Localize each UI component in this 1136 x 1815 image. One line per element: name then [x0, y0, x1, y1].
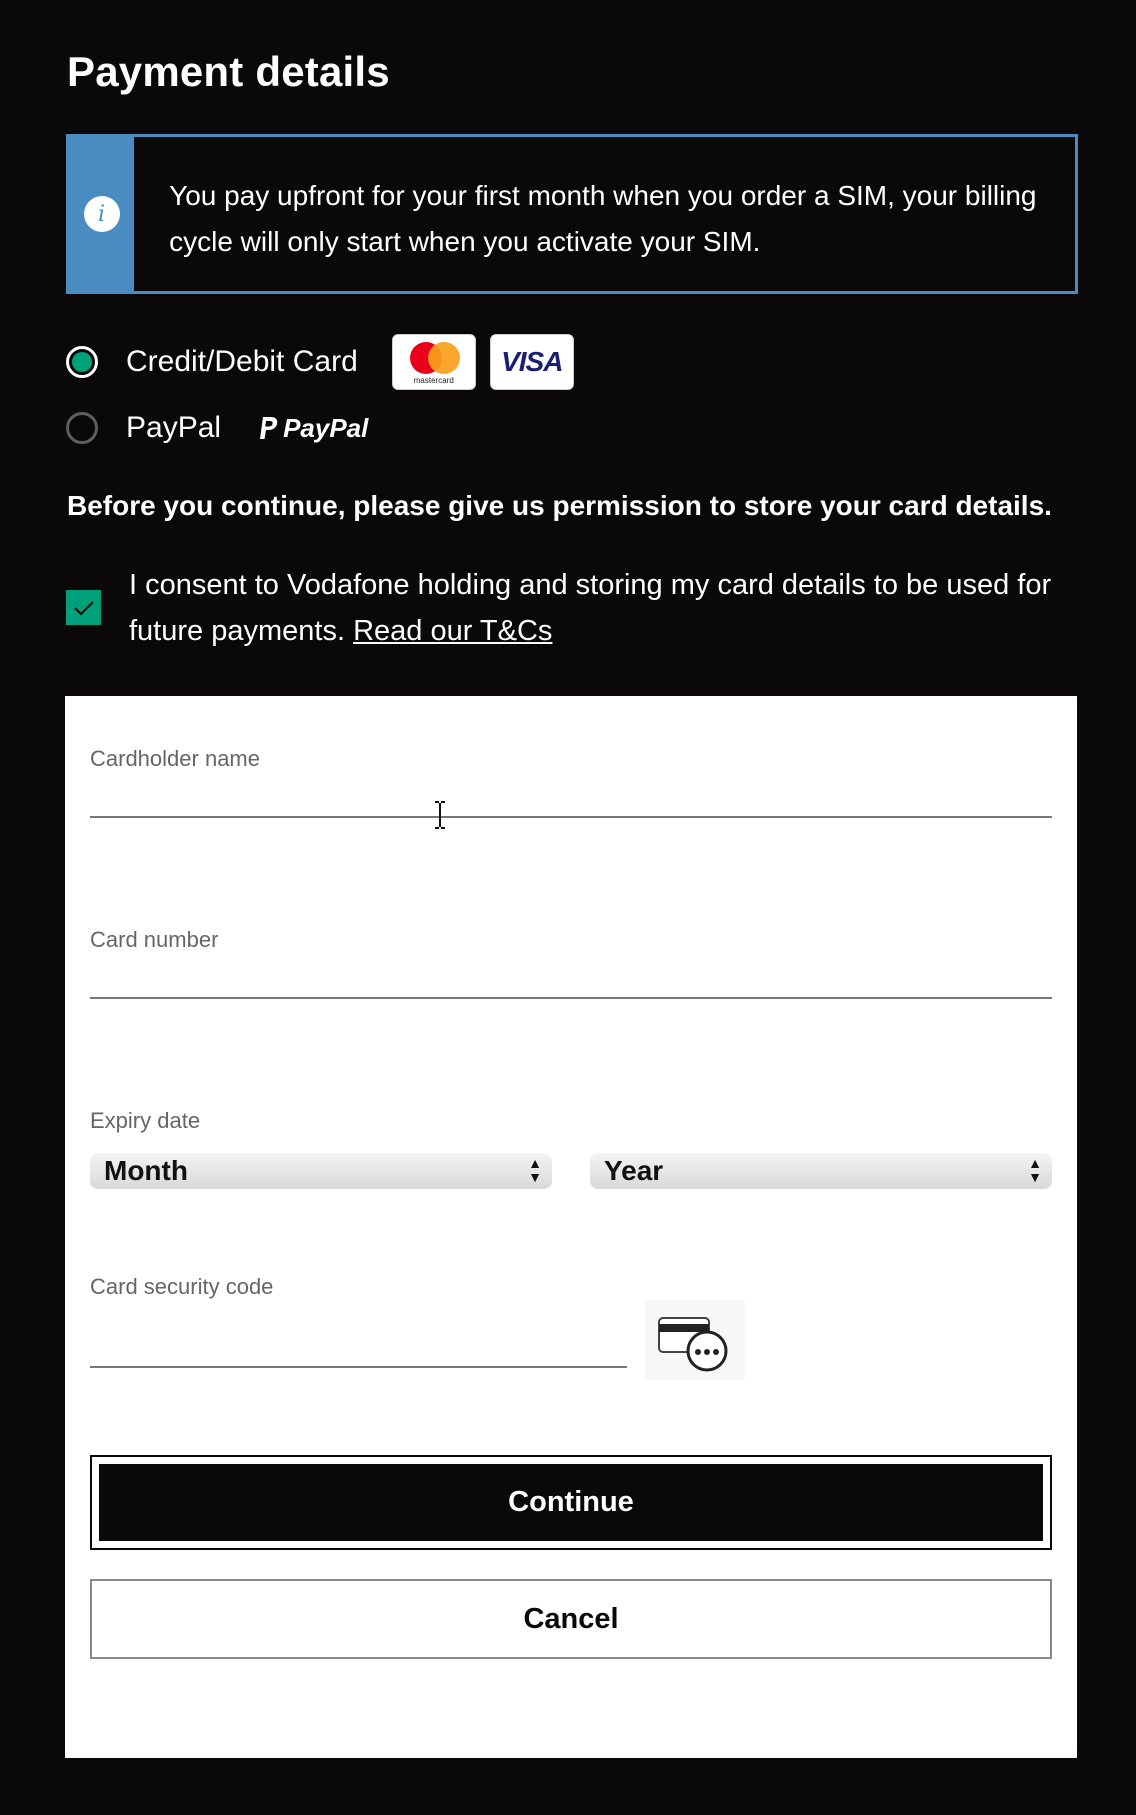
expiry-label: Expiry date: [90, 1108, 201, 1133]
card-number-input[interactable]: [90, 953, 1052, 999]
expiry-month-select[interactable]: [90, 1153, 552, 1189]
consent-statement: I consent to Vodafone holding and storing my card details to be used for future payments.: [129, 569, 1052, 647]
cardholder-field: [90, 746, 1052, 818]
continue-button[interactable]: [90, 1455, 1052, 1550]
text-cursor-icon: [432, 800, 448, 830]
security-code-label: Card security code: [90, 1274, 274, 1299]
card-option-label[interactable]: Credit/Debit Card: [126, 345, 358, 378]
visa-logo-text: VISA: [501, 346, 563, 377]
paypal-option-label[interactable]: PayPal: [126, 411, 222, 444]
payment-option-card[interactable]: [66, 334, 574, 390]
consent-row: [66, 562, 1078, 654]
mastercard-logo: [392, 334, 476, 390]
permission-text: Before you continue, please give us permission to store your card details.: [67, 490, 1052, 521]
mastercard-logo-text: mastercard: [413, 376, 454, 385]
card-form: [65, 696, 1077, 1758]
security-code-input[interactable]: [90, 1322, 627, 1368]
info-banner: [66, 134, 1078, 294]
payment-option-paypal[interactable]: [66, 411, 368, 445]
card-number-label: Card number: [90, 927, 219, 952]
visa-logo: [490, 334, 574, 390]
paypal-logo: [257, 413, 368, 444]
checkmark-icon: [73, 599, 95, 617]
card-number-field: [90, 927, 1052, 999]
month-select-value: Month: [104, 1155, 188, 1186]
consent-checkbox[interactable]: [66, 590, 101, 625]
security-code-field: [90, 1274, 627, 1368]
year-select-value: Year: [604, 1155, 664, 1186]
paypal-logo-text: PayPal: [283, 412, 369, 443]
expiry-field: [90, 1108, 200, 1134]
paypal-p-icon: [257, 415, 279, 441]
continue-button-label[interactable]: Continue: [99, 1464, 1043, 1541]
consent-text: [129, 562, 1078, 654]
terms-link[interactable]: Read our T&Cs: [353, 615, 553, 647]
select-arrows-icon: ▲ ▼: [528, 1155, 542, 1185]
card-radio[interactable]: [66, 346, 98, 378]
expiry-year-select[interactable]: [590, 1153, 1052, 1189]
card-security-code-icon: [645, 1300, 745, 1380]
page-title: Payment details: [67, 48, 390, 95]
cardholder-label: Cardholder name: [90, 746, 260, 771]
info-icon: i: [84, 196, 120, 232]
paypal-radio[interactable]: [66, 412, 98, 444]
info-banner-text: You pay upfront for your first month when you order a SIM, your billing cycle will only start when you activate your SIM.: [169, 180, 1037, 257]
cardholder-name-input[interactable]: [90, 772, 1052, 818]
select-arrows-icon: ▲ ▼: [1028, 1155, 1042, 1185]
cancel-button[interactable]: Cancel: [90, 1579, 1052, 1659]
info-banner-side: [69, 137, 134, 291]
